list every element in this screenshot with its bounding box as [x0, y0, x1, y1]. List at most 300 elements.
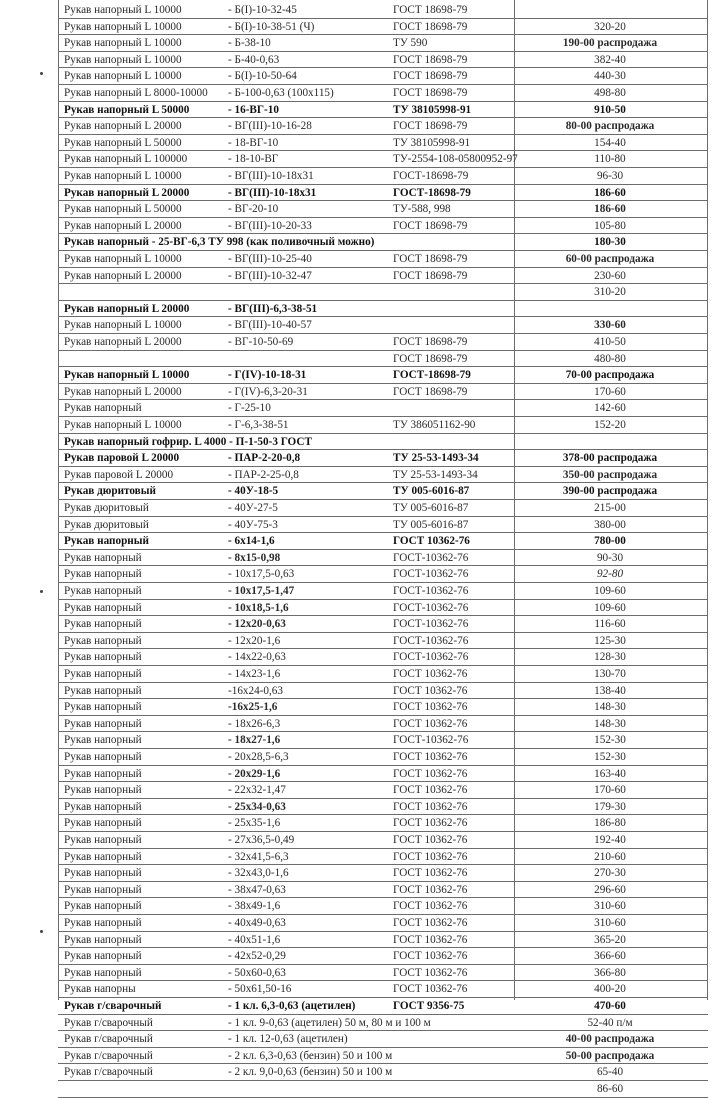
name-cell: Рукав напорны [64, 983, 136, 996]
standard-cell: ГОСТ 10362-76 [393, 834, 468, 846]
price-cell: 380-00 [594, 518, 626, 531]
table-row [58, 550, 708, 567]
table-row [58, 151, 708, 168]
name-cell: Рукав напорный [64, 751, 142, 763]
table-row [58, 68, 708, 85]
code-cell: - ВГ(III)-10-20-33 [228, 219, 312, 232]
price-cell: 152-20 [594, 419, 626, 431]
table-row [58, 699, 708, 716]
code-cell: - 27x36,5-0,49 [228, 834, 295, 846]
code-cell: - 10x17,5-1,47 [228, 585, 295, 597]
standard-cell: ТУ 005-6016-87 [393, 485, 470, 498]
price-cell: 310-60 [594, 900, 626, 913]
name-cell: Рукав напорный [64, 402, 142, 415]
name-cell: Рукав г/сварочный [64, 1049, 153, 1062]
price-cell: 92-80 [596, 568, 624, 581]
code-cell: - 32x43,0-1,6 [228, 867, 289, 880]
name-cell: Рукав напорный [64, 867, 142, 880]
name-cell: Рукав напорный [64, 701, 142, 714]
name-cell: Рукав напорный L 50000 [64, 136, 182, 149]
name-cell: Рукав напорный [64, 551, 142, 564]
table-row [58, 998, 708, 1015]
name-cell: Рукав напорный [64, 784, 142, 797]
name-cell: Рукав напорный L 10000 [64, 53, 182, 66]
name-cell: Рукав напорный [64, 800, 142, 813]
price-cell: 130-70 [594, 668, 626, 680]
price-cell: 154-40 [594, 136, 626, 149]
table-row [58, 865, 708, 882]
standard-cell: ГОСТ-18698-79 [393, 186, 471, 199]
price-cell: 148-30 [594, 701, 626, 714]
name-cell: Рукав напорный L 10000 [64, 253, 182, 265]
code-cell: -16x24-0,63 [228, 684, 283, 697]
name-cell: Рукав напорный L 10000 [64, 70, 182, 83]
name-cell: Рукав напорный L 20000 [64, 120, 182, 133]
name-cell: Рукав напорный [64, 834, 142, 846]
price-cell: 152-30 [594, 751, 626, 763]
table-row [58, 1015, 708, 1032]
table-row [58, 1064, 708, 1081]
standard-cell: ГОСТ 10362-76 [393, 867, 468, 880]
table-row [58, 317, 708, 334]
table-row [58, 517, 708, 534]
price-cell: 296-60 [594, 883, 626, 896]
name-cell: Рукав напорный L 10000 [64, 20, 182, 33]
name-cell: Рукав напорный L 10000 [64, 170, 182, 182]
name-cell: Рукав напорный [64, 883, 142, 896]
price-cell: 70-00 распродажа [565, 369, 655, 382]
name-cell: Рукав напорный [64, 684, 142, 697]
table-row [58, 251, 708, 268]
table-row [58, 35, 708, 52]
table-row [58, 85, 708, 102]
name-cell: Рукав напорный L 100000 [64, 153, 188, 166]
code-cell: - 1 кл. 6,3-0,63 (ацетилен) [228, 1000, 356, 1012]
table-row [58, 218, 708, 235]
standard-cell: ГОСТ 18698-79 [393, 120, 468, 133]
table-row [58, 932, 708, 949]
standard-cell: ГОСТ-10362-76 [393, 568, 469, 581]
name-cell: Рукав напорный гофрир. L 4000 - П-1-50-3 ГОСТ [64, 435, 312, 448]
table-row [58, 483, 708, 500]
standard-cell: ТУ 38105998-91 [393, 103, 472, 116]
code-cell: - 8x15-0,98 [228, 551, 281, 564]
code-cell: - 25x35-1,6 [228, 817, 281, 830]
price-cell: 320-20 [594, 20, 626, 33]
code-cell: - ВГ(III)-10-25-40 [228, 253, 312, 265]
standard-cell: ТУ 25-53-1493-34 [393, 452, 479, 465]
price-cell: 40-00 распродажа [565, 1033, 655, 1046]
price-cell: 470-60 [594, 1000, 626, 1012]
code-cell: - ВГ(III)-10-40-57 [228, 319, 312, 332]
code-cell: - 22x32-1,47 [228, 784, 286, 797]
table-row [58, 301, 708, 318]
margin-dot [40, 930, 43, 933]
name-cell: Рукав напорный [64, 634, 142, 647]
table-row [58, 1048, 708, 1065]
name-cell: Рукав напорный [64, 651, 142, 664]
code-cell: - 18x26-6,3 [228, 717, 281, 730]
table-row [58, 351, 708, 368]
price-cell: 215-00 [594, 502, 626, 514]
price-cell: 350-00 распродажа [562, 468, 658, 481]
price-cell: 400-20 [594, 983, 626, 996]
code-cell: - 10x17,5-0,63 [228, 568, 295, 581]
table-row [58, 417, 708, 434]
table-row [58, 1081, 708, 1098]
table-row [58, 185, 708, 202]
standard-cell: ГОСТ-10362-76 [393, 734, 469, 747]
table-row [58, 616, 708, 633]
code-cell: - 14x22-0,63 [228, 651, 286, 664]
price-cell: 52-40 п/м [587, 1016, 633, 1029]
table-row [58, 201, 708, 218]
table-row [58, 52, 708, 69]
code-cell: - ВГ(III)-10-18x31 [228, 186, 317, 199]
table-row [58, 600, 708, 617]
name-cell: Рукав напорный L 50000 [64, 103, 190, 116]
price-cell: 330-60 [594, 319, 626, 332]
table-row [58, 782, 708, 799]
name-cell: Рукав паровой L 20000 [64, 468, 174, 481]
price-cell: 365-20 [594, 933, 626, 946]
table-row [58, 1031, 708, 1048]
code-cell: - 40У-75-3 [228, 518, 278, 531]
code-cell: - 50x61,50-16 [228, 983, 292, 996]
price-cell: 180-30 [594, 236, 626, 249]
code-cell: - 40x49-0,63 [228, 917, 286, 929]
table-row [58, 434, 708, 451]
price-cell: 270-30 [594, 867, 626, 880]
table-row [58, 450, 708, 467]
standard-cell: ГОСТ-10362-76 [393, 551, 469, 564]
name-cell: Рукав напорный [64, 950, 142, 963]
code-cell: - Б-40-0,63 [228, 53, 280, 66]
standard-cell: ГОСТ 10362-76 [393, 784, 468, 797]
standard-cell: ГОСТ 18698-79 [393, 219, 468, 232]
table-row [58, 766, 708, 783]
price-cell: 163-40 [594, 767, 626, 780]
price-cell: 110-80 [594, 153, 626, 166]
standard-cell: ГОСТ 10362-76 [393, 917, 468, 929]
code-cell: - ПАР-2-25-0,8 [228, 468, 299, 481]
table-row [58, 799, 708, 816]
code-cell: - 18-ВГ-10 [228, 136, 279, 149]
standard-cell: ГОСТ 10362-76 [393, 701, 468, 714]
name-cell: Рукав напорный [64, 966, 142, 979]
price-cell: 210-60 [594, 850, 626, 863]
name-cell: Рукав напорный L 20000 [64, 336, 182, 348]
standard-cell: ГОСТ-10362-76 [393, 601, 469, 614]
standard-cell: ГОСТ 18698-79 [393, 336, 468, 348]
table-row [58, 400, 708, 417]
name-cell: Рукав напорный L 8000-10000 [64, 87, 208, 99]
name-cell: Рукав напорный [64, 917, 142, 929]
code-cell: - 40У-27-5 [228, 502, 278, 514]
price-cell: 109-60 [594, 585, 626, 597]
standard-cell: ГОСТ 10362-76 [393, 950, 468, 963]
name-cell: Рукав напорный L 20000 [64, 219, 182, 232]
price-cell: 910-50 [594, 103, 626, 116]
code-cell: - 1 кл. 12-0,63 (ацетилен) [228, 1033, 348, 1046]
code-cell: - 38x47-0,63 [228, 883, 286, 896]
code-cell: - Б-38-10 [228, 37, 271, 50]
price-cell: 378-00 распродажа [562, 452, 658, 465]
code-cell: - 12x20-1,6 [228, 634, 281, 647]
margin-dot [40, 72, 43, 75]
table-row [58, 533, 708, 550]
price-cell: 230-60 [594, 269, 626, 282]
name-cell: Рукав напорный L 50000 [64, 203, 182, 216]
price-cell: 142-60 [594, 402, 626, 415]
table-row [58, 815, 708, 832]
table-row [58, 649, 708, 666]
code-cell: - 2 кл. 9,0-0,63 (бензин) 50 и 100 м [228, 1066, 393, 1079]
table-row [58, 467, 708, 484]
standard-cell: ТУ-588, 998 [393, 203, 451, 216]
standard-cell: ГОСТ 18698-79 [393, 4, 468, 16]
standard-cell: ГОСТ 10362-76 [393, 717, 468, 730]
standard-cell: ГОСТ-10362-76 [393, 634, 469, 647]
price-cell: 138-40 [594, 684, 626, 697]
price-cell: 186-80 [594, 817, 626, 830]
standard-cell: ТУ-2554-108-05800952-97 [393, 153, 518, 166]
standard-cell: ГОСТ 18698-79 [393, 253, 468, 265]
table-row [58, 384, 708, 401]
price-cell: 366-60 [594, 950, 626, 963]
table-row [58, 566, 708, 583]
code-cell: - Г-25-10 [228, 402, 271, 415]
table-row [58, 284, 708, 301]
code-cell: - 10x18,5-1,6 [228, 601, 289, 614]
table-row [58, 981, 708, 998]
name-cell: Рукав дюритовый [64, 518, 149, 531]
standard-cell: ГОСТ 10362-76 [393, 966, 468, 979]
price-cell: 125-30 [594, 634, 626, 647]
price-cell: 80-00 распродажа [565, 120, 655, 133]
price-cell: 170-60 [594, 784, 626, 797]
table-row [58, 500, 708, 517]
code-cell: - 1 кл. 9-0,63 (ацетилен) 50 м, 80 м и 100 м [228, 1016, 431, 1029]
name-cell: Рукав г/сварочный [64, 1000, 162, 1012]
name-cell: Рукав паровой L 20000 [64, 452, 180, 465]
name-cell: Рукав напорный L 20000 [64, 302, 190, 315]
code-cell: - ВГ(III)-10-16-28 [228, 120, 312, 133]
code-cell: - 12x20-0,63 [228, 618, 286, 631]
standard-cell: ТУ 005-6016-87 [393, 502, 469, 514]
price-cell: 366-80 [594, 966, 626, 979]
name-cell: Рукав г/сварочный [64, 1066, 153, 1079]
name-cell: Рукав г/сварочный [64, 1016, 153, 1029]
standard-cell: ГОСТ 10362-76 [393, 668, 468, 680]
table-row [58, 168, 708, 185]
name-cell: Рукав напорный L 10000 [64, 4, 182, 16]
name-cell: Рукав напорный L 10000 [64, 419, 182, 431]
price-cell: 410-50 [594, 336, 626, 348]
table-row [58, 334, 708, 351]
code-cell: - 14x23-1,6 [228, 668, 281, 680]
standard-cell: ГОСТ 18698-79 [393, 70, 468, 83]
table-row [58, 915, 708, 932]
code-cell: - 6x14-1,6 [228, 535, 275, 548]
standard-cell: ГОСТ 18698-79 [393, 269, 468, 282]
table-row [58, 683, 708, 700]
price-cell: 148-30 [594, 717, 626, 730]
margin-dot [40, 590, 43, 593]
price-cell: 440-30 [594, 70, 626, 83]
code-cell: - 2 кл. 6,3-0,63 (бензин) 50 и 100 м [228, 1049, 393, 1062]
standard-cell: ГОСТ 18698-79 [393, 385, 468, 398]
name-cell: Рукав напорный L 20000 [64, 269, 182, 282]
price-cell: 498-80 [594, 87, 626, 99]
price-cell: 109-60 [594, 601, 626, 614]
price-cell: 186-60 [594, 186, 626, 199]
price-cell: 50-00 распродажа [565, 1049, 655, 1062]
table-row [58, 19, 708, 36]
code-cell: - 32x41,5-6,3 [228, 850, 289, 863]
standard-cell: ТУ 386051162-90 [393, 419, 476, 431]
table-row [58, 732, 708, 749]
standard-cell: ТУ 38105998-91 [393, 136, 471, 149]
name-cell: Рукав напорный [64, 734, 142, 747]
code-cell: - 40x51-1,6 [228, 933, 281, 946]
standard-cell: ГОСТ 10362-76 [393, 983, 468, 996]
price-cell: 116-60 [594, 618, 626, 631]
code-cell: - Б(I)-10-50-64 [228, 70, 297, 83]
code-cell: - ВГ(III)-6,3-38-51 [228, 302, 318, 315]
name-cell: Рукав напорный [64, 850, 142, 863]
standard-cell: ТУ 590 [393, 37, 428, 50]
price-cell: 105-80 [594, 219, 626, 232]
code-cell: - Г(IV)-10-18-31 [228, 369, 307, 382]
name-cell: Рукав напорный [64, 618, 142, 631]
standard-cell: ГОСТ 10362-76 [393, 767, 468, 780]
standard-cell: ТУ 005-6016-87 [393, 518, 469, 531]
code-cell: - Б(I)-10-38-51 (Ч) [228, 20, 315, 33]
standard-cell: ГОСТ-10362-76 [393, 618, 469, 631]
code-cell: - 40У-18-5 [228, 485, 279, 498]
code-cell: - ВГ-10-50-69 [228, 336, 294, 348]
standard-cell: ГОСТ 10362-76 [393, 800, 468, 813]
standard-cell: ГОСТ 10362-76 [393, 684, 468, 697]
standard-cell: ГОСТ 18698-79 [393, 53, 468, 66]
name-cell: Рукав напорный [64, 585, 142, 597]
table-row [58, 234, 708, 251]
name-cell: Рукав напорный - 25-ВГ-6,3 ТУ 998 (как поливочный можно) [64, 236, 375, 249]
table-row [58, 268, 708, 285]
table-row [58, 898, 708, 915]
price-list-sheet [58, 0, 708, 1095]
price-cell: 310-20 [594, 286, 626, 299]
table-row [58, 633, 708, 650]
standard-cell: ГОСТ 10362-76 [393, 933, 468, 946]
price-cell: 179-30 [594, 800, 626, 813]
code-cell: - 20x29-1,6 [228, 767, 281, 780]
name-cell: Рукав дюритовый [64, 485, 156, 498]
standard-cell: ГОСТ 18698-79 [393, 87, 468, 99]
price-cell: 382-40 [594, 53, 626, 66]
table-row [58, 849, 708, 866]
code-cell: - ВГ(III)-10-18x31 [228, 170, 314, 182]
standard-cell: ГОСТ 18698-79 [393, 352, 468, 365]
code-cell: - 18x27-1,6 [228, 734, 281, 747]
price-cell: 86-60 [596, 1083, 624, 1095]
price-cell: 192-40 [594, 834, 626, 846]
code-cell: - ПАР-2-20-0,8 [228, 452, 301, 465]
name-cell: Рукав напорный L 10000 [64, 319, 182, 332]
table-row [58, 583, 708, 600]
table-row [58, 102, 708, 119]
code-cell: - ВГ(III)-10-32-47 [228, 269, 312, 282]
price-cell: 780-00 [594, 535, 626, 548]
table-row [58, 666, 708, 683]
standard-cell: ГОСТ-10362-76 [393, 651, 469, 664]
code-cell: - Б-100-0,63 (100x115) [228, 87, 334, 99]
name-cell: Рукав напорный [64, 601, 142, 614]
name-cell: Рукав дюритовый [64, 502, 149, 514]
price-cell: 186-60 [594, 203, 626, 216]
standard-cell: ГОСТ 9356-75 [393, 1000, 465, 1012]
price-cell: 170-60 [594, 385, 626, 398]
code-cell: - 20x28,5-6,3 [228, 751, 289, 763]
code-cell: - 16-ВГ-10 [228, 103, 279, 116]
code-cell: - 25x34-0,63 [228, 800, 286, 813]
name-cell: Рукав г/сварочный [64, 1033, 153, 1046]
code-cell: - Б(I)-10-32-45 [228, 4, 297, 16]
price-cell: 60-00 распродажа [565, 253, 655, 265]
table-row [58, 965, 708, 982]
table-row [58, 749, 708, 766]
code-cell: - 42x52-0,29 [228, 950, 286, 963]
name-cell: Рукав напорный L 10000 [64, 37, 182, 50]
name-cell: Рукав напорный [64, 668, 142, 680]
table-row [58, 948, 708, 965]
standard-cell: ГОСТ 18698-79 [393, 20, 468, 33]
price-cell: 390-00 распродажа [562, 485, 658, 498]
table-row [58, 832, 708, 849]
price-cell: 480-80 [594, 352, 626, 365]
price-cell: 128-30 [594, 651, 626, 664]
standard-cell: ГОСТ 10362-76 [393, 751, 468, 763]
name-cell: Рукав напорный L 20000 [64, 385, 182, 398]
table-row [58, 882, 708, 899]
code-cell: - Г-6,3-38-51 [228, 419, 289, 431]
price-cell: 152-30 [594, 734, 626, 747]
name-cell: Рукав напорный [64, 568, 142, 581]
name-cell: Рукав напорный [64, 767, 142, 780]
standard-cell: ГОСТ 10362-76 [393, 900, 468, 913]
code-cell: - 50x60-0,63 [228, 966, 286, 979]
price-cell: 96-30 [596, 170, 624, 182]
name-cell: Рукав напорный [64, 717, 142, 730]
price-cell: 310-60 [594, 917, 626, 929]
standard-cell: ГОСТ-18698-79 [393, 369, 471, 382]
price-cell: 65-40 [596, 1066, 624, 1079]
price-cell: 90-30 [596, 551, 624, 564]
name-cell: Рукав напорный [64, 535, 149, 548]
name-cell: Рукав напорный [64, 900, 142, 913]
code-cell: - Г(IV)-6,3-20-31 [228, 385, 308, 398]
table-row [58, 367, 708, 384]
table-row [58, 118, 708, 135]
code-cell: - ВГ-20-10 [228, 203, 279, 216]
price-cell: 190-00 распродажа [562, 37, 658, 50]
standard-cell: ГОСТ 10362-76 [393, 817, 468, 830]
standard-cell: ГОСТ-18698-79 [393, 170, 469, 182]
table-row [58, 135, 708, 152]
code-cell: -16x25-1,6 [228, 701, 278, 714]
name-cell: Рукав напорный L 20000 [64, 186, 190, 199]
